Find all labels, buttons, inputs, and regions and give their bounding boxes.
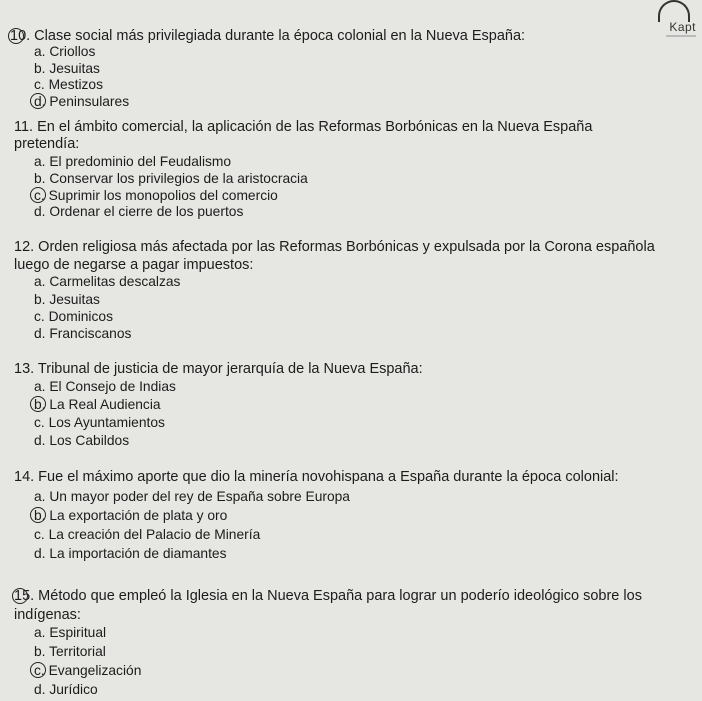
question-12-option-b[interactable]: b. Jesuitas (34, 292, 100, 307)
brand-label: Kapt (669, 20, 696, 34)
question-13-option-c[interactable]: c. Los Ayuntamientos (34, 415, 165, 430)
question-15-option-a[interactable]: a. Espiritual (34, 625, 107, 640)
question-14-stem: 14. Fue el máximo aporte que dio la minería novohispana a España durante la época colonial: (14, 469, 619, 485)
question-13-option-b[interactable]: b. La Real Audiencia (34, 397, 161, 412)
question-15-stem-line1: 15. Método que empleó la Iglesia en la Nueva España para lograr un poderío ideológico sobre los (14, 588, 642, 604)
question-11-option-b[interactable]: b. Conservar los privilegios de la aristocracia (34, 171, 308, 186)
question-11-stem-line2: pretendía: (14, 136, 80, 152)
question-13-option-a[interactable]: a. El Consejo de Indias (34, 379, 176, 394)
question-12-option-c[interactable]: c. Dominicos (34, 309, 113, 324)
question-10-stem: 10. Clase social más privilegiada durante la época colonial en la Nueva España: (10, 28, 526, 44)
brand-underline (666, 35, 696, 37)
answer-mark-circle-icon (30, 662, 46, 678)
question-15-stem-line2: indígenas: (14, 607, 81, 623)
question-12-stem-line1: 12. Orden religiosa más afectada por las Reformas Borbónicas y expulsada por la Corona española (14, 239, 655, 255)
question-11-option-d[interactable]: d. Ordenar el cierre de los puertos (34, 204, 244, 219)
answer-mark-circle-icon (30, 507, 46, 523)
answer-mark-circle-icon (30, 396, 46, 412)
question-10-option-d[interactable]: d. Peninsulares (34, 94, 130, 109)
question-12-option-d[interactable]: d. Franciscanos (34, 326, 132, 341)
question-13-stem: 13. Tribunal de justicia de mayor jerarquía de la Nueva España: (14, 361, 423, 377)
question-10-option-a[interactable]: a. Criollos (34, 44, 96, 59)
question-14-option-b[interactable]: b. La exportación de plata y oro (34, 508, 228, 523)
question-10-option-b[interactable]: b. Jesuitas (34, 61, 100, 76)
question-14-option-a[interactable]: a. Un mayor poder del rey de España sobre Europa (34, 489, 350, 504)
answer-mark-circle-icon (30, 93, 46, 109)
question-10-option-c[interactable]: c. Mestizos (34, 77, 103, 92)
answer-mark-circle-icon (30, 187, 46, 203)
question-13-option-d[interactable]: d. Los Cabildos (34, 433, 130, 448)
question-12-stem-line2: luego de negarse a pagar impuestos: (14, 257, 254, 273)
question-15-option-c[interactable]: c. Evangelización (34, 663, 142, 678)
question-15-option-d[interactable]: d. Jurídico (34, 682, 98, 697)
question-11-stem-line1: 11. En el ámbito comercial, la aplicación de las Reformas Borbónicas en la Nueva España (14, 119, 593, 135)
question-11-option-a[interactable]: a. El predominio del Feudalismo (34, 154, 232, 169)
brand-logo-icon (658, 0, 690, 22)
question-12-option-a[interactable]: a. Carmelitas descalzas (34, 274, 181, 289)
question-11-option-c[interactable]: c. Suprimir los monopolios del comercio (34, 188, 278, 203)
question-14-option-c[interactable]: c. La creación del Palacio de Minería (34, 527, 261, 542)
question-14-option-d[interactable]: d. La importación de diamantes (34, 546, 227, 561)
question-15-number-circle-icon (12, 588, 28, 604)
question-15-option-b[interactable]: b. Territorial (34, 644, 106, 659)
question-10-number-circle-icon (8, 28, 24, 44)
